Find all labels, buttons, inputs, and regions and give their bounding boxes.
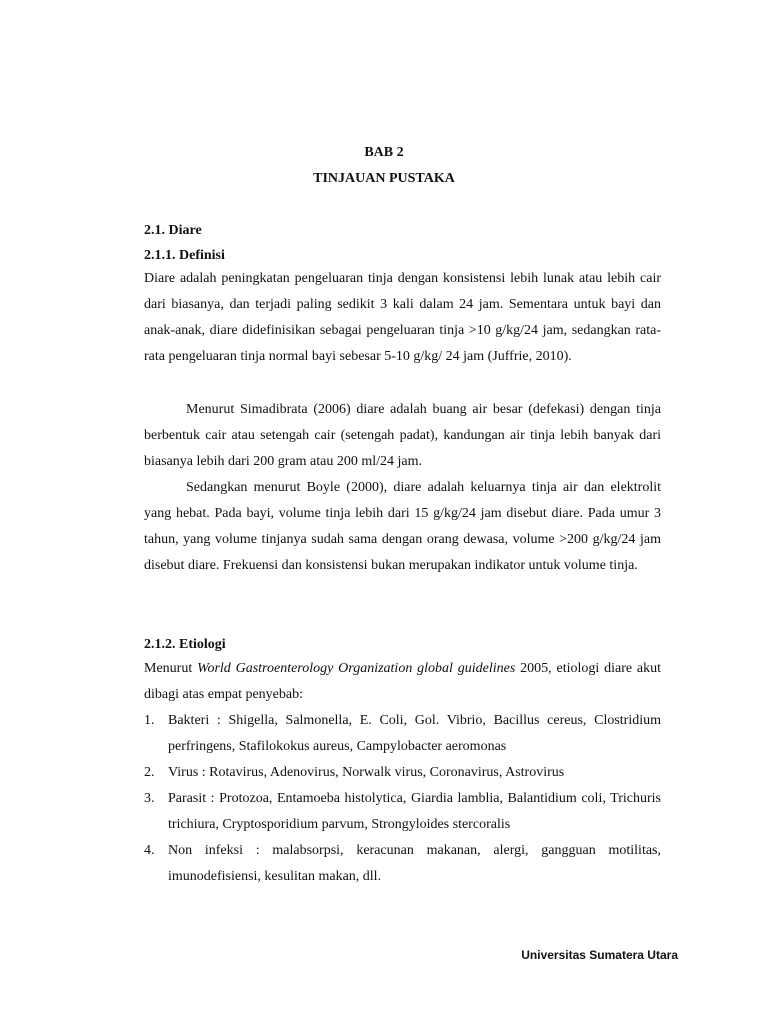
intro-suffix: 2005, etiologi diare akut dibagi atas empat penyebab: xyxy=(144,661,662,702)
list-item-text: Virus : Rotavirus, Adenovirus, Norwalk virus, Coronavirus, Astrovirus xyxy=(168,765,565,780)
list-item-text: Parasit : Protozoa, Entamoeba histolytica, Giardia lamblia, Balantidium coli, Trichuris trichiura, Cryptosporidium parvum, Strongyloides stercoralis xyxy=(168,791,661,832)
list-item-number: 3. xyxy=(144,791,155,806)
chapter-title: TINJAUAN PUSTAKA xyxy=(313,171,455,186)
definition-paragraph-2 xyxy=(144,397,661,475)
list-item-number: 4. xyxy=(144,843,155,858)
paragraph-text xyxy=(144,656,661,708)
list-item-text: Bakteri : Shigella, Salmonella, E. Coli, Gol. Vibrio, Bacillus cereus, Clostridium perfringens, Stafilokokus aureus, Campylobacter aeromonas xyxy=(168,713,661,754)
etiology-intro-paragraph xyxy=(144,656,661,708)
list-item-number: 2. xyxy=(144,765,155,780)
footer-institution: Universitas Sumatera Utara xyxy=(521,948,678,962)
list-item xyxy=(144,760,661,786)
etiology-list xyxy=(144,708,661,890)
intro-prefix: Menurut xyxy=(144,661,198,676)
list-item xyxy=(144,786,661,838)
intro-source-italic: World Gastroenterology Organization global guidelines xyxy=(197,661,516,676)
list-item xyxy=(144,838,661,890)
paragraph-text: Sedangkan menurut Boyle (2000), diare adalah keluarnya tinja air dan elektrolit yang hebat. Pada bayi, volume tinja lebih dari 15 g/kg/24 jam disebut diare. Pada umur 3 tahun, yang volume tinjanya sudah sama dengan orang dewasa, volume >200 g/kg/24 jam disebut diare. Frekuensi dan konsistensi bukan merupakan indikator untuk volume tinja. xyxy=(144,480,661,573)
section-heading-diare: 2.1. Diare xyxy=(144,223,202,238)
definition-paragraph-3 xyxy=(144,475,661,579)
list-item-number: 1. xyxy=(144,713,155,728)
chapter-number: BAB 2 xyxy=(364,145,404,160)
definition-paragraph-1 xyxy=(144,266,661,370)
paragraph-text: Menurut Simadibrata (2006) diare adalah buang air besar (defekasi) dengan tinja berbentuk cair atau setengah cair (setengah padat), kandungan air tinja lebih banyak dari biasanya lebih dari 200 gram atau 200 ml/24 jam. xyxy=(144,402,661,469)
subsection-heading-definisi: 2.1.1. Definisi xyxy=(144,248,225,263)
paragraph-text: Diare adalah peningkatan pengeluaran tinja dengan konsistensi lebih lunak atau lebih cair dari biasanya, dan terjadi paling sedikit 3 kali dalam 24 jam. Sementara untuk bayi dan anak-anak, diare didefinisikan sebagai pengeluaran tinja >10 g/kg/24 jam, sedangkan rata-rata pengeluaran tinja normal bayi sebesar 5-10 g/kg/ 24 jam (Juffrie, 2010). xyxy=(144,271,661,364)
list-item xyxy=(144,708,661,760)
list-item-text: Non infeksi : malabsorpsi, keracunan makanan, alergi, gangguan motilitas, imunodefisiensi, kesulitan makan, dll. xyxy=(168,843,661,884)
subsection-heading-etiologi: 2.1.2. Etiologi xyxy=(144,637,226,652)
